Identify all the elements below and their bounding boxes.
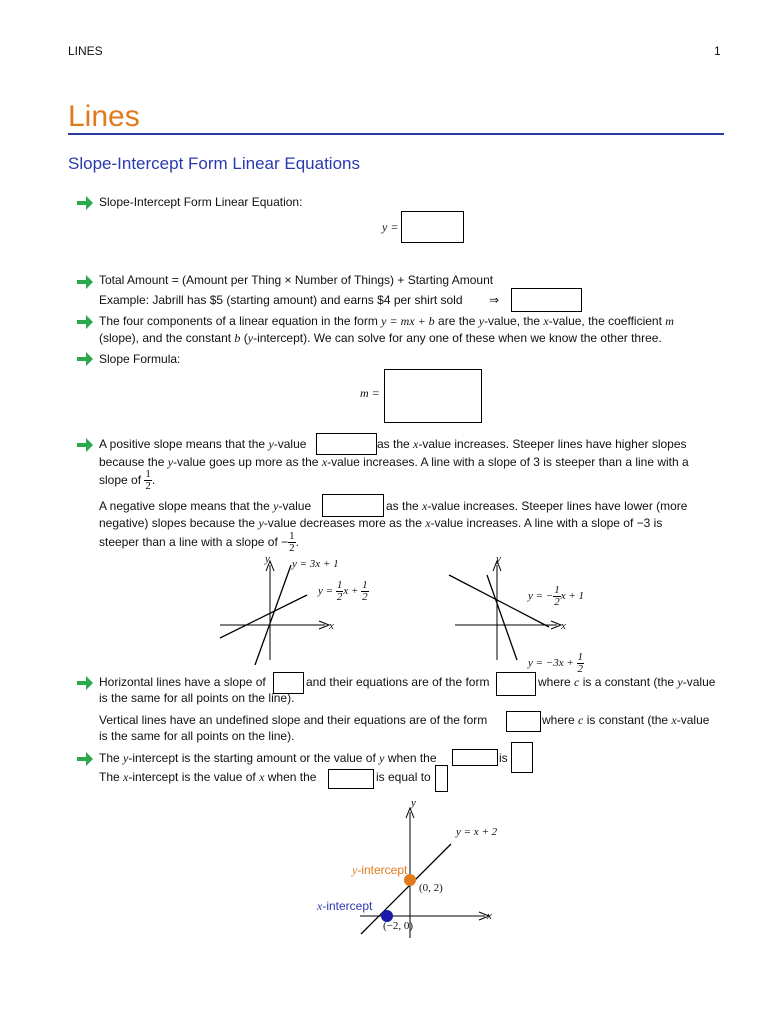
answer-box-positive[interactable]	[316, 433, 377, 455]
answer-box-y-intercept-var[interactable]	[452, 749, 498, 766]
eq-y-label: y =	[382, 220, 399, 234]
green-arrow-icon	[76, 194, 94, 212]
green-arrow-icon	[76, 436, 94, 454]
green-arrow-icon	[76, 273, 94, 291]
point-neg2-0-label: (−2, 0)	[383, 920, 414, 932]
right-graph-x-label: x	[561, 620, 566, 632]
y-intercept-label: y-intercept	[352, 863, 408, 877]
bottom-graph-x-label: x	[487, 910, 492, 922]
graph-positive-slopes	[215, 555, 335, 665]
x-intercept-definition: The x-intercept is the value of x when the	[99, 770, 317, 784]
y-intercept-is: is	[499, 751, 508, 765]
answer-box-y-intercept-value[interactable]	[511, 742, 533, 773]
answer-box-slope-intercept[interactable]	[401, 211, 464, 243]
green-arrow-icon	[76, 674, 94, 692]
negative-slope-line-2: negative) slopes because the y-value decreases more as the x-value increases. A line with a slope of −3 is	[99, 516, 663, 530]
positive-slope-line-3: slope of $\frac{1}{2}$ .	[99, 468, 156, 493]
negative-slope-line-1a: A negative slope means that the y-value	[99, 499, 312, 513]
vertical-lines-1a: Vertical lines have an undefined slope and their equations are of the form	[99, 713, 488, 727]
left-graph-eq-half: y = $\frac{1}{2}$ x + $\frac{1}{2}$	[318, 579, 368, 603]
left-graph-x-label: x	[329, 620, 334, 632]
point-0-2-label: (0, 2)	[419, 882, 443, 894]
x-intercept-label: x-intercept	[317, 899, 373, 913]
bullet-slope-intercept: Slope-Intercept Form Linear Equation:	[99, 195, 303, 209]
line-y-neg-3x-plus-half	[487, 575, 517, 660]
implies-arrow: ⇒	[489, 293, 500, 307]
negative-slope-line-1b: as the x-value increases. Steeper lines have lower (more	[386, 499, 688, 513]
horizontal-lines-1b: and their equations are of the form	[306, 675, 490, 689]
section-title: Slope-Intercept Form Linear Equations	[68, 154, 360, 173]
title-rule	[68, 133, 724, 135]
horizontal-lines-1a: Horizontal lines have a slope of	[99, 675, 266, 689]
answer-box-vertical-form[interactable]	[506, 711, 541, 732]
answer-box-x-intercept-value[interactable]	[435, 765, 448, 792]
page-number: 1	[714, 44, 721, 58]
left-graph-eq-3x: y = 3x + 1	[292, 558, 339, 570]
right-graph-eq-neg-3x: y = −3x + $\frac{1}{2}$	[528, 651, 584, 675]
negative-slope-line-3: steeper than a line with a slope of − $\frac{1}{2}$ .	[99, 530, 299, 555]
line-y-3x-plus-1	[255, 565, 291, 665]
components-line-2: (slope), and the constant b (y-intercept). We can solve for any one of these when we know the other three.	[99, 331, 662, 345]
total-amount-formula: Total Amount = (Amount per Thing × Number of Things) + Starting Amount	[99, 273, 494, 287]
horizontal-lines-2: is the same for all points on the line).	[99, 691, 295, 705]
y-intercept-definition: The y-intercept is the starting amount or the value of y when the	[99, 751, 437, 765]
running-header: LINES	[68, 44, 103, 58]
eq-m-label: m =	[360, 386, 380, 400]
right-graph-eq-neg-half: y = − $\frac{1}{2}$ x + 1	[528, 584, 585, 608]
horizontal-lines-1c: where c is a constant (the y-value	[538, 675, 716, 689]
bottom-graph-equation: y = x + 2	[456, 826, 498, 838]
answer-box-slope-formula[interactable]	[384, 369, 482, 423]
green-arrow-icon	[76, 313, 94, 331]
left-graph-y-label: y	[265, 553, 270, 565]
answer-box-negative[interactable]	[322, 494, 384, 517]
answer-box-x-intercept-var[interactable]	[328, 769, 374, 789]
graph-negative-slopes	[445, 555, 575, 665]
green-arrow-icon	[76, 350, 94, 368]
components-line-1: The four components of a linear equation in the form y = mx + b are the y-value, the x-value, the coefficient m	[99, 314, 674, 328]
vertical-lines-2: is the same for all points on the line).	[99, 729, 295, 743]
right-graph-y-label: y	[496, 553, 501, 565]
positive-slope-line-1a: A positive slope means that the y-value	[99, 437, 307, 451]
positive-slope-line-2: because the y-value goes up more as the x-value increases. A line with a slope of 3 is steeper than a line with a	[99, 455, 689, 469]
answer-box-horizontal-form[interactable]	[496, 672, 536, 696]
answer-box-example[interactable]	[511, 288, 582, 312]
example-jabrill: Example: Jabrill has $5 (starting amount) and earns $4 per shirt sold	[99, 293, 463, 307]
bottom-graph-y-label: y	[411, 797, 416, 809]
x-intercept-equal-to: is equal to	[376, 770, 431, 784]
page-title: Lines	[68, 100, 140, 133]
slope-formula-label: Slope Formula:	[99, 352, 181, 366]
positive-slope-line-1b: as the x-value increases. Steeper lines have higher slopes	[377, 437, 687, 451]
line-y-half-x-plus-half	[220, 595, 307, 638]
green-arrow-icon	[76, 750, 94, 768]
vertical-lines-1b: where c is constant (the x-value	[542, 713, 710, 727]
